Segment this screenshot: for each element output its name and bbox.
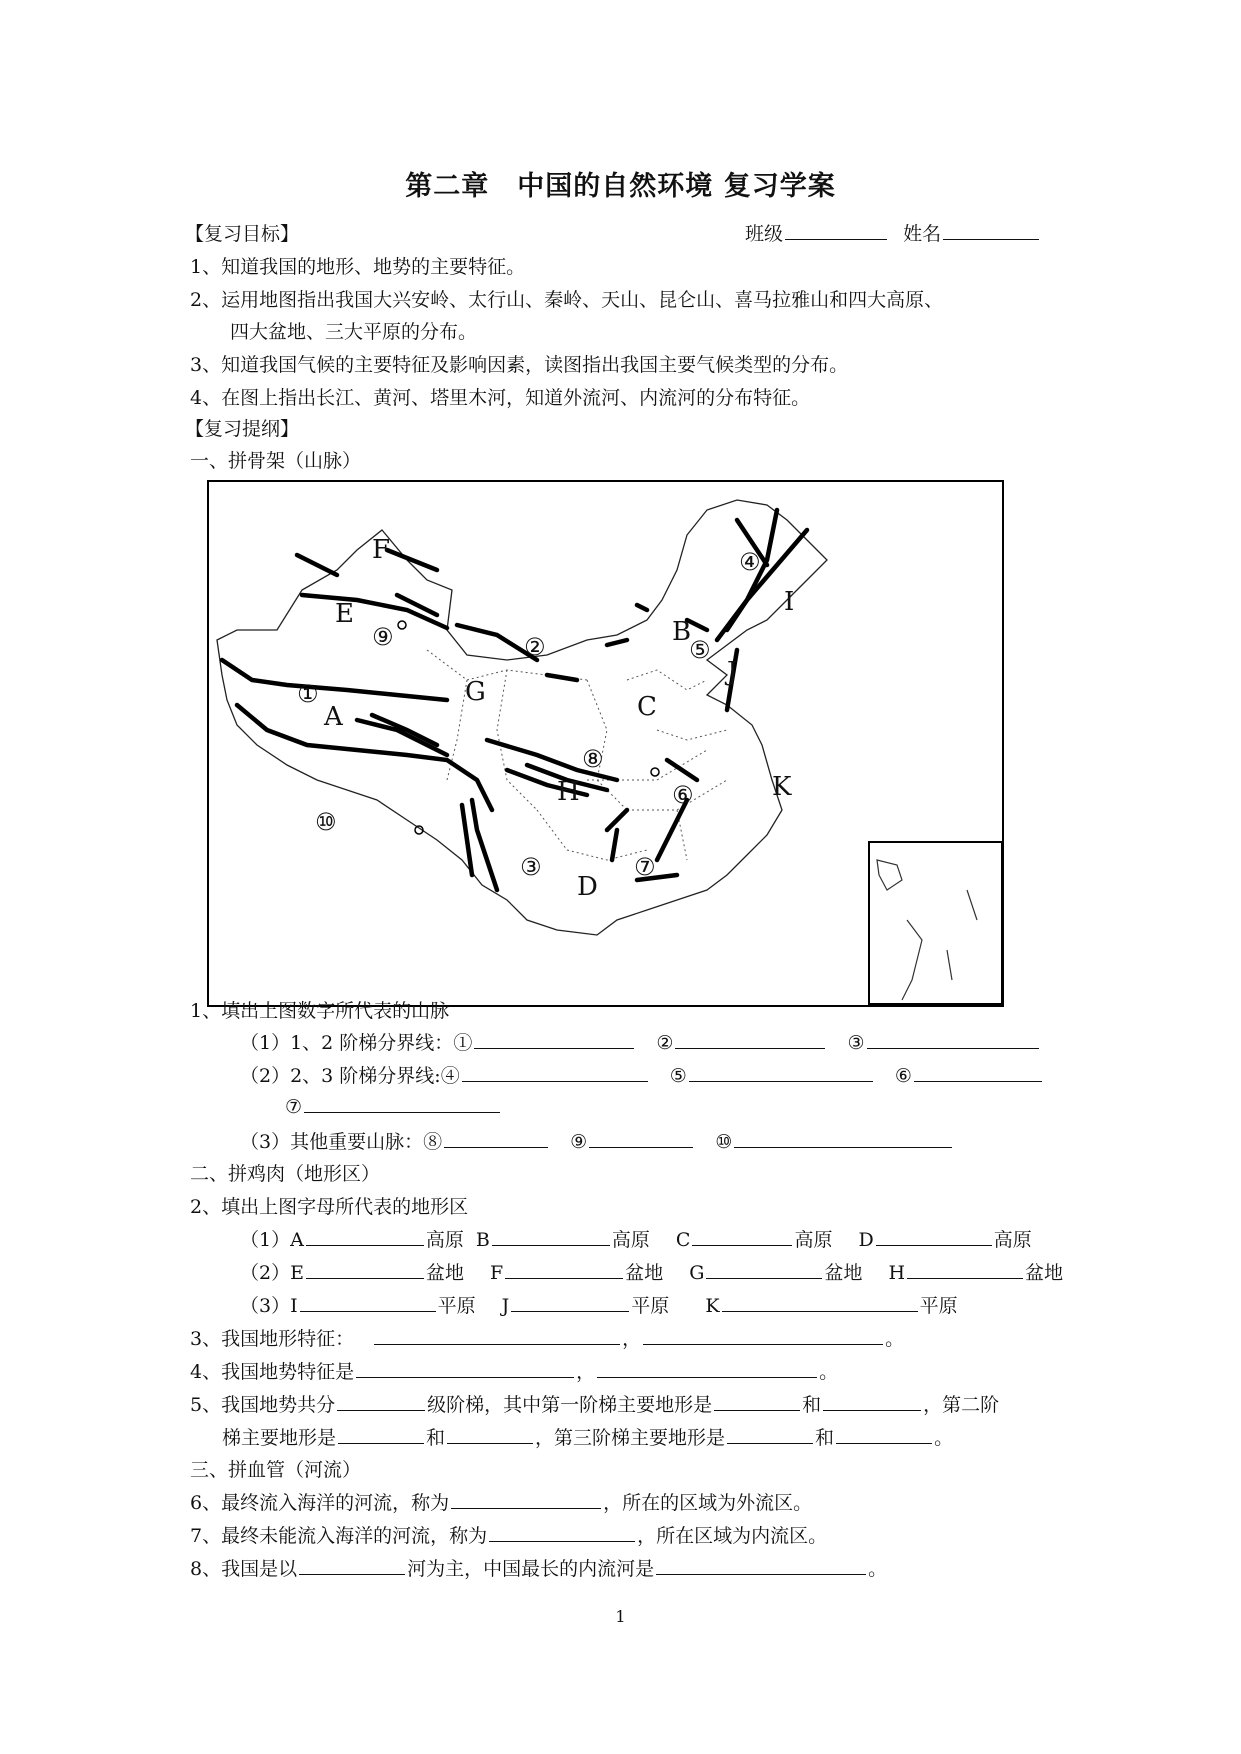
map-letter-k: K [772,772,792,802]
map-number-10: ⑩ [315,808,337,836]
q2-blank-d[interactable] [876,1227,992,1246]
map-number-3: ③ [520,853,542,881]
goal-item-3: 3、知道我国气候的主要特征及影响因素，读图指出我国主要气候类型的分布。 [190,354,849,376]
q2-row1 [240,1225,1032,1252]
q3-text: 3、我国地形特征： [190,1328,355,1350]
class-label: 班级 [745,223,784,245]
map-number-8: ⑧ [582,745,604,773]
map-number-6: ⑥ [672,781,694,809]
map-letter-d: D [577,872,598,902]
q2-blank-b[interactable] [492,1227,610,1246]
q2-unit: 高原 [993,1229,1032,1251]
q5-line2 [222,1423,953,1450]
q2-blank-j[interactable] [511,1293,629,1312]
q2-letter-j: J [501,1295,510,1317]
map-number-5: ⑤ [689,636,711,664]
q1-blank-4[interactable] [462,1063,648,1082]
map-letter-j: J [727,657,738,687]
q8 [190,1554,887,1581]
outline-heading: 【复习提纲】 [185,418,300,440]
q5-and: 和 [426,1427,446,1449]
q2-unit: 高原 [611,1229,650,1251]
map-number-7: ⑦ [634,853,656,881]
q7-text-a: 7、最终未能流入海洋的河流，称为 [190,1525,488,1547]
q5-text-c: ，第二阶 [923,1394,1000,1416]
map-letter-h: H [557,777,580,807]
q2-unit: 平原 [437,1295,476,1317]
q5-end: 。 [934,1427,954,1449]
q2-row2 [240,1258,1063,1285]
q2-blank-e[interactable] [306,1260,424,1279]
q1-n9: ⑨ [570,1131,588,1153]
q1-row3 [240,1127,954,1154]
q8-blank-1[interactable] [299,1556,405,1575]
q7 [190,1521,827,1548]
q5-blank-4[interactable] [338,1425,424,1444]
section2-heading: 二、拼鸡肉（地形区） [190,1163,381,1185]
q4-end: 。 [819,1361,839,1383]
q1-blank-7[interactable] [304,1094,500,1113]
q2-blank-i[interactable] [300,1293,436,1312]
q1-n5: ⑤ [669,1065,687,1087]
q1-blank-8[interactable] [444,1129,548,1148]
q1-n6: ⑥ [894,1065,912,1087]
q2-blank-a[interactable] [306,1227,424,1246]
map-number-1: ① [297,680,319,708]
q2-prefix-2: （2） [240,1262,291,1284]
q5-line1 [190,1390,999,1417]
map-letter-b: B [672,617,692,647]
q6 [190,1488,812,1515]
q3-comma: ， [622,1328,642,1350]
q1-n1: ① [453,1032,473,1054]
q5-text-e: ，第三阶梯主要地形是 [535,1427,726,1449]
inset-frame [869,842,1002,1004]
q2-letter-c: C [675,1229,691,1251]
q1-blank-5[interactable] [689,1063,873,1082]
q8-text-b: 河为主，中国最长的内流河是 [407,1558,655,1580]
q2-unit: 高原 [425,1229,464,1251]
q8-end: 。 [868,1558,888,1580]
q5-blank-7[interactable] [836,1425,932,1444]
q5-and: 和 [802,1394,822,1416]
q1-stem: 1、填出上图数字所代表的山脉 [190,1000,450,1022]
q2-prefix-1: （1） [240,1229,291,1251]
section1-heading: 一、拼骨架（山脉） [190,450,362,472]
q1-row2b [285,1094,502,1118]
section3-heading: 三、拼血管（河流） [190,1459,362,1481]
q2-blank-g[interactable] [706,1260,822,1279]
q5-blank-3[interactable] [823,1392,921,1411]
q1-n2: ② [656,1032,674,1054]
map-letter-a: A [324,702,343,732]
q4-comma: ， [576,1361,596,1383]
q1-blank-9[interactable] [589,1129,693,1148]
q2-unit: 盆地 [425,1262,464,1284]
q2-blank-c[interactable] [692,1227,792,1246]
q3-end: 。 [885,1328,905,1350]
q1-n7: ⑦ [285,1096,303,1118]
goal-item-2: 2、运用地图指出我国大兴安岭、太行山、秦岭、天山、昆仑山、喜马拉雅山和四大高原、 [190,289,944,311]
map-number-4: ④ [739,548,761,576]
q2-blank-f[interactable] [505,1260,623,1279]
q5-and: 和 [815,1427,835,1449]
goal-item-4: 4、在图上指出长江、黄河、塔里木河，知道外流河、内流河的分布特征。 [190,387,811,409]
q5-text-a: 5、我国地势共分 [190,1394,336,1416]
q5-text-d: 梯主要地形是 [222,1427,337,1449]
q2-letter-b: B [475,1229,490,1251]
q2-letter-g: G [689,1262,705,1284]
q2-letter-i: I [290,1295,298,1317]
q2-unit: 盆地 [625,1262,664,1284]
map-letter-f: F [372,535,391,565]
goal-item-2-cont: 四大盆地、三大平原的分布。 [230,321,478,343]
q2-blank-k[interactable] [722,1293,918,1312]
q7-text-b: ，所在区域为内流区。 [637,1525,828,1547]
map-letter-e: E [335,599,354,629]
q1-blank-1[interactable] [474,1030,634,1049]
q5-blank-2[interactable] [714,1392,800,1411]
q1-row2-label: （2）2、3 阶梯分界线: [240,1065,441,1087]
q5-blank-6[interactable] [727,1425,813,1444]
q2-stem: 2、填出上图字母所代表的地形区 [190,1196,469,1218]
map-svg [207,480,1004,1007]
page-title: 第二章 中国的自然环境 复习学案 [405,171,836,202]
q8-blank-2[interactable] [656,1556,866,1575]
q1-n3: ③ [847,1032,865,1054]
q4-text: 4、我国地势特征是 [190,1361,355,1383]
q2-unit: 平原 [919,1295,958,1317]
class-name-row [745,219,1041,246]
q5-blank-5[interactable] [447,1425,533,1444]
q4-blank-1[interactable] [356,1359,574,1378]
q4-blank-2[interactable] [597,1359,817,1378]
q2-unit: 盆地 [1025,1262,1064,1284]
q3-blank-1[interactable] [374,1326,620,1345]
map-number-9: ⑨ [372,623,394,651]
q1-row1-label: （1）1、2 阶梯分界线： [240,1032,454,1054]
name-label: 姓名 [903,223,942,245]
q1-n8: ⑧ [423,1131,443,1153]
q8-text-a: 8、我国是以 [190,1558,298,1580]
q3 [190,1324,904,1351]
q1-blank-3[interactable] [867,1030,1039,1049]
q1-row2 [240,1061,1044,1088]
q2-letter-e: E [290,1262,304,1284]
q2-letter-a: A [290,1229,304,1251]
q1-row1 [240,1028,1041,1055]
q6-blank[interactable] [451,1490,601,1509]
map-letter-i: I [784,587,795,617]
q1-blank-10[interactable] [734,1129,952,1148]
q6-text-a: 6、最终流入海洋的河流，称为 [190,1492,450,1514]
goals-heading: 【复习目标】 [185,223,300,245]
q5-blank-1[interactable] [337,1392,425,1411]
q2-letter-d: D [858,1229,874,1251]
q3-blank-2[interactable] [643,1326,883,1345]
q2-row3 [240,1291,958,1318]
page-number: 1 [615,1607,626,1626]
q2-unit: 平原 [631,1295,670,1317]
q1-n10: ⑩ [715,1131,733,1153]
map-letter-g: G [465,677,486,707]
name-blank[interactable] [943,221,1039,240]
china-map [207,480,1004,1007]
q5-text-b: 级阶梯，其中第一阶梯主要地形是 [427,1394,713,1416]
goal-item-1: 1、知道我国的地形、地势的主要特征。 [190,256,526,278]
q2-unit: 盆地 [824,1262,863,1284]
map-letter-c: C [637,692,657,722]
class-blank[interactable] [785,221,887,240]
map-number-2: ② [524,633,546,661]
q1-n4: ④ [440,1065,460,1087]
q2-letter-k: K [705,1295,720,1317]
q2-letter-h: H [888,1262,906,1284]
q2-prefix-3: （3） [240,1295,291,1317]
q1-blank-6[interactable] [914,1063,1042,1082]
q2-blank-h[interactable] [907,1260,1023,1279]
q4 [190,1357,838,1384]
q1-row3-label: （3）其他重要山脉： [240,1131,424,1153]
q2-unit: 高原 [794,1229,833,1251]
q2-letter-f: F [490,1262,504,1284]
q1-blank-2[interactable] [675,1030,825,1049]
q7-blank[interactable] [489,1523,635,1542]
q6-text-b: ，所在的区域为外流区。 [603,1492,813,1514]
